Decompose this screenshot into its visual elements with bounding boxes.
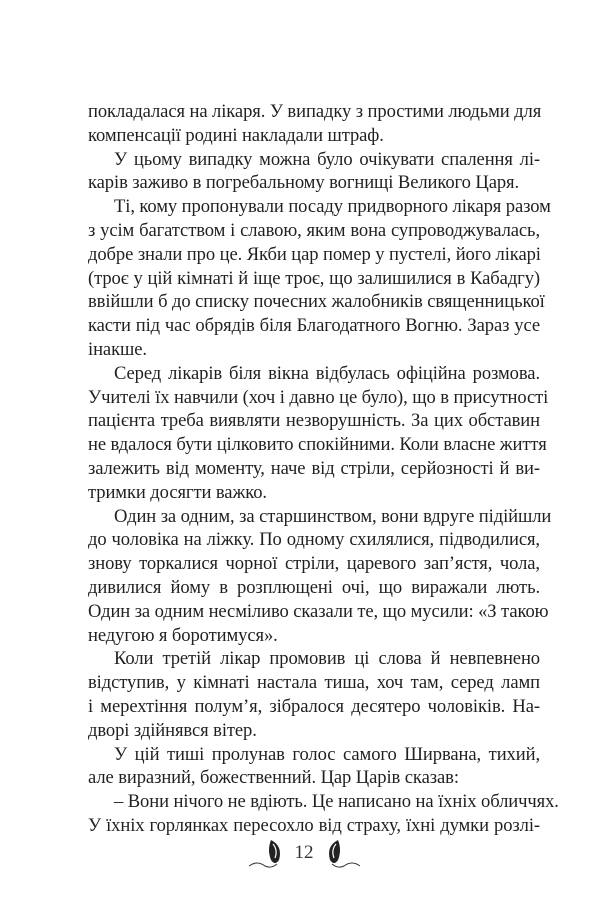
text-line: і мерехтіння полум’я, зібралося десятеро чоловіків. На- [88, 695, 540, 717]
text-line: У цьому випадку можна було очікувати спалення лі- [114, 148, 540, 170]
text-line: Один за одним, за старшинством, вони вдруге підійшли [114, 505, 552, 527]
text-line: касти під час обрядів біля Благодатного Вогню. Зараз усе [88, 315, 540, 337]
text-line: залежить від моменту, наче від стріли, серйозності й ви- [88, 457, 540, 479]
text-line: ввійшли б до списку почесних жалобників священницької [88, 291, 545, 313]
leaf-ornament-left-icon [247, 836, 287, 870]
text-line: добре знали про це. Якби цар помер у пустелі, його лікарі [88, 243, 541, 265]
text-line: відступив, у кімнаті настала тиша, хоч там, серед ламп [88, 672, 540, 694]
text-line: Ті, кому пропонували посаду придворного лікаря разом [114, 196, 551, 218]
leaf-ornament-right-icon [322, 836, 362, 870]
text-line: Серед лікарів біля вікна відбулась офіційна розмова. [114, 362, 540, 384]
text-line: компенсації родині накладали штраф. [88, 124, 384, 146]
text-line: У цій тиші пролунав голос самого Ширвана, тихий, [114, 743, 540, 765]
text-line: – Вони нічого не вдіють. Це написано на їхніх обличчях. [114, 791, 559, 813]
page-footer [0, 836, 608, 870]
text-line: Учителі їх навчили (хоч і давно це було), що в присутності [88, 386, 549, 408]
text-line: тримки досягти важко. [88, 481, 267, 503]
text-line: недугою я боротимуся». [88, 624, 278, 646]
text-line: знову торкалися чорної стріли, царевого зап’ястя, чола, [88, 553, 540, 575]
text-line: з усім багатством і славою, яким вона супроводжувалась, [88, 219, 540, 241]
text-line: Один за одним несміливо сказали те, що мусили: «З такою [88, 600, 549, 622]
text-line: (троє у цій кімнаті й іще троє, що залишилися в Кабадгу) [88, 267, 540, 289]
text-line: пацієнта треба виявляти незворушність. За цих обставин [88, 410, 540, 432]
text-line: дворі здійнявся вітер. [88, 719, 257, 741]
text-line: інакше. [88, 338, 147, 360]
text-line: У їхніх горлянках пересохло від страху, їхні думки розлі- [88, 814, 540, 836]
text-line: але виразний, божественний. Цар Царів сказав: [88, 767, 459, 789]
text-line: не вдалося бути цілковито спокійними. Коли власне життя [88, 434, 547, 456]
text-line: покладалася на лікаря. У випадку з простими людьми для [88, 101, 542, 122]
text-line: до чоловіка на ліжку. По одному схилялися, підводилися, [88, 529, 540, 551]
text-line: Коли третій лікар промовив ці слова й невпевнено [114, 648, 540, 670]
body-text [88, 100, 559, 838]
page-number: 12 [294, 842, 314, 863]
text-line: дивилися йому в розплющені очі, що виражали лють. [88, 576, 540, 598]
text-line: карів заживо в погребальному вогнищі Великого Царя. [88, 172, 520, 194]
